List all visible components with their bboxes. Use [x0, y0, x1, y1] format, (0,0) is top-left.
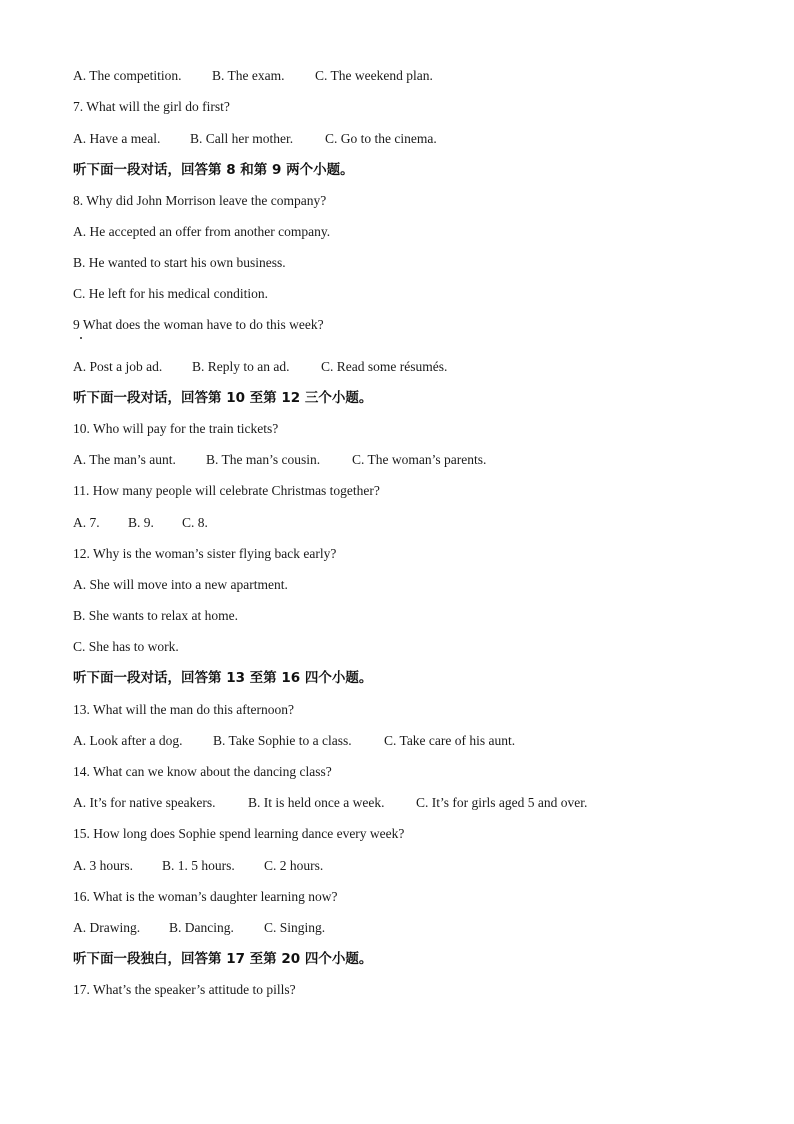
q16-options [73, 919, 326, 937]
section-heading-8-9: 听下面一段对话，回答第 8 和第 9 两个小题。 [73, 162, 354, 178]
q11-question: 11. How many people will celebrate Christmas together? [73, 483, 380, 498]
q14-option-b: B. It is held once a week. [248, 795, 385, 810]
q15-option-b: B. 1. 5 hours. [162, 858, 235, 873]
q14-option-c: C. It’s for girls aged 5 and over. [416, 795, 588, 810]
q12-question: 12. Why is the woman’s sister flying back early? [73, 546, 337, 561]
q9-dot-mark [80, 337, 82, 339]
q15-option-c: C. 2 hours. [264, 858, 324, 873]
q7-option-c: C. Go to the cinema. [325, 131, 437, 146]
q14-question: 14. What can we know about the dancing class? [73, 764, 332, 779]
q13-options [73, 732, 516, 750]
q13-question: 13. What will the man do this afternoon? [73, 702, 294, 717]
section-heading-17-20: 听下面一段独白，回答第 17 至第 20 四个小题。 [73, 951, 373, 967]
q12-option-a: A. She will move into a new apartment. [73, 577, 288, 592]
q13-option-a: A. Look after a dog. [73, 733, 183, 748]
q9-option-a: A. Post a job ad. [73, 359, 163, 374]
q10-option-c: C. The woman’s parents. [352, 452, 487, 467]
q7-option-a: A. Have a meal. [73, 131, 161, 146]
section-heading-13-16: 听下面一段对话，回答第 13 至第 16 四个小题。 [73, 670, 373, 686]
q8-question: 8. Why did John Morrison leave the company? [73, 193, 327, 208]
q12-option-c: C. She has to work. [73, 639, 179, 654]
q7-options [73, 130, 437, 148]
q17-question: 17. What’s the speaker’s attitude to pills? [73, 982, 296, 997]
q9-option-c: C. Read some résumés. [321, 359, 448, 374]
q11-option-c: C. 8. [182, 515, 208, 530]
q14-options [73, 794, 588, 812]
q12-option-b: B. She wants to relax at home. [73, 608, 238, 623]
q9-options [73, 358, 448, 376]
q9-question: 9 What does the woman have to do this week? [73, 317, 324, 332]
q13-option-b: B. Take Sophie to a class. [213, 733, 352, 748]
q7-question: 7. What will the girl do first? [73, 99, 230, 114]
q11-option-a: A. 7. [73, 515, 100, 530]
q6-option-c: C. The weekend plan. [315, 68, 433, 83]
q8-option-a: A. He accepted an offer from another company. [73, 224, 331, 239]
q7-option-b: B. Call her mother. [190, 131, 294, 146]
q15-options [73, 857, 324, 875]
q8-option-c: C. He left for his medical condition. [73, 286, 268, 301]
q9-option-b: B. Reply to an ad. [192, 359, 290, 374]
q11-option-b: B. 9. [128, 515, 154, 530]
q11-options [73, 514, 208, 532]
q10-options [73, 451, 487, 469]
q16-option-b: B. Dancing. [169, 920, 234, 935]
q15-question: 15. How long does Sophie spend learning dance every week? [73, 826, 405, 841]
q16-option-c: C. Singing. [264, 920, 326, 935]
section-heading-10-12: 听下面一段对话，回答第 10 至第 12 三个小题。 [73, 390, 373, 406]
q6-option-b: B. The exam. [212, 68, 285, 83]
q10-option-b: B. The man’s cousin. [206, 452, 321, 467]
q8-option-b: B. He wanted to start his own business. [73, 255, 286, 270]
q16-option-a: A. Drawing. [73, 920, 141, 935]
q10-option-a: A. The man’s aunt. [73, 452, 176, 467]
q6-option-a: A. The competition. [73, 68, 182, 83]
q6-options [73, 67, 433, 85]
q14-option-a: A. It’s for native speakers. [73, 795, 216, 810]
q10-question: 10. Who will pay for the train tickets? [73, 421, 279, 436]
q16-question: 16. What is the woman’s daughter learning now? [73, 889, 338, 904]
q13-option-c: C. Take care of his aunt. [384, 733, 516, 748]
q15-option-a: A. 3 hours. [73, 858, 133, 873]
